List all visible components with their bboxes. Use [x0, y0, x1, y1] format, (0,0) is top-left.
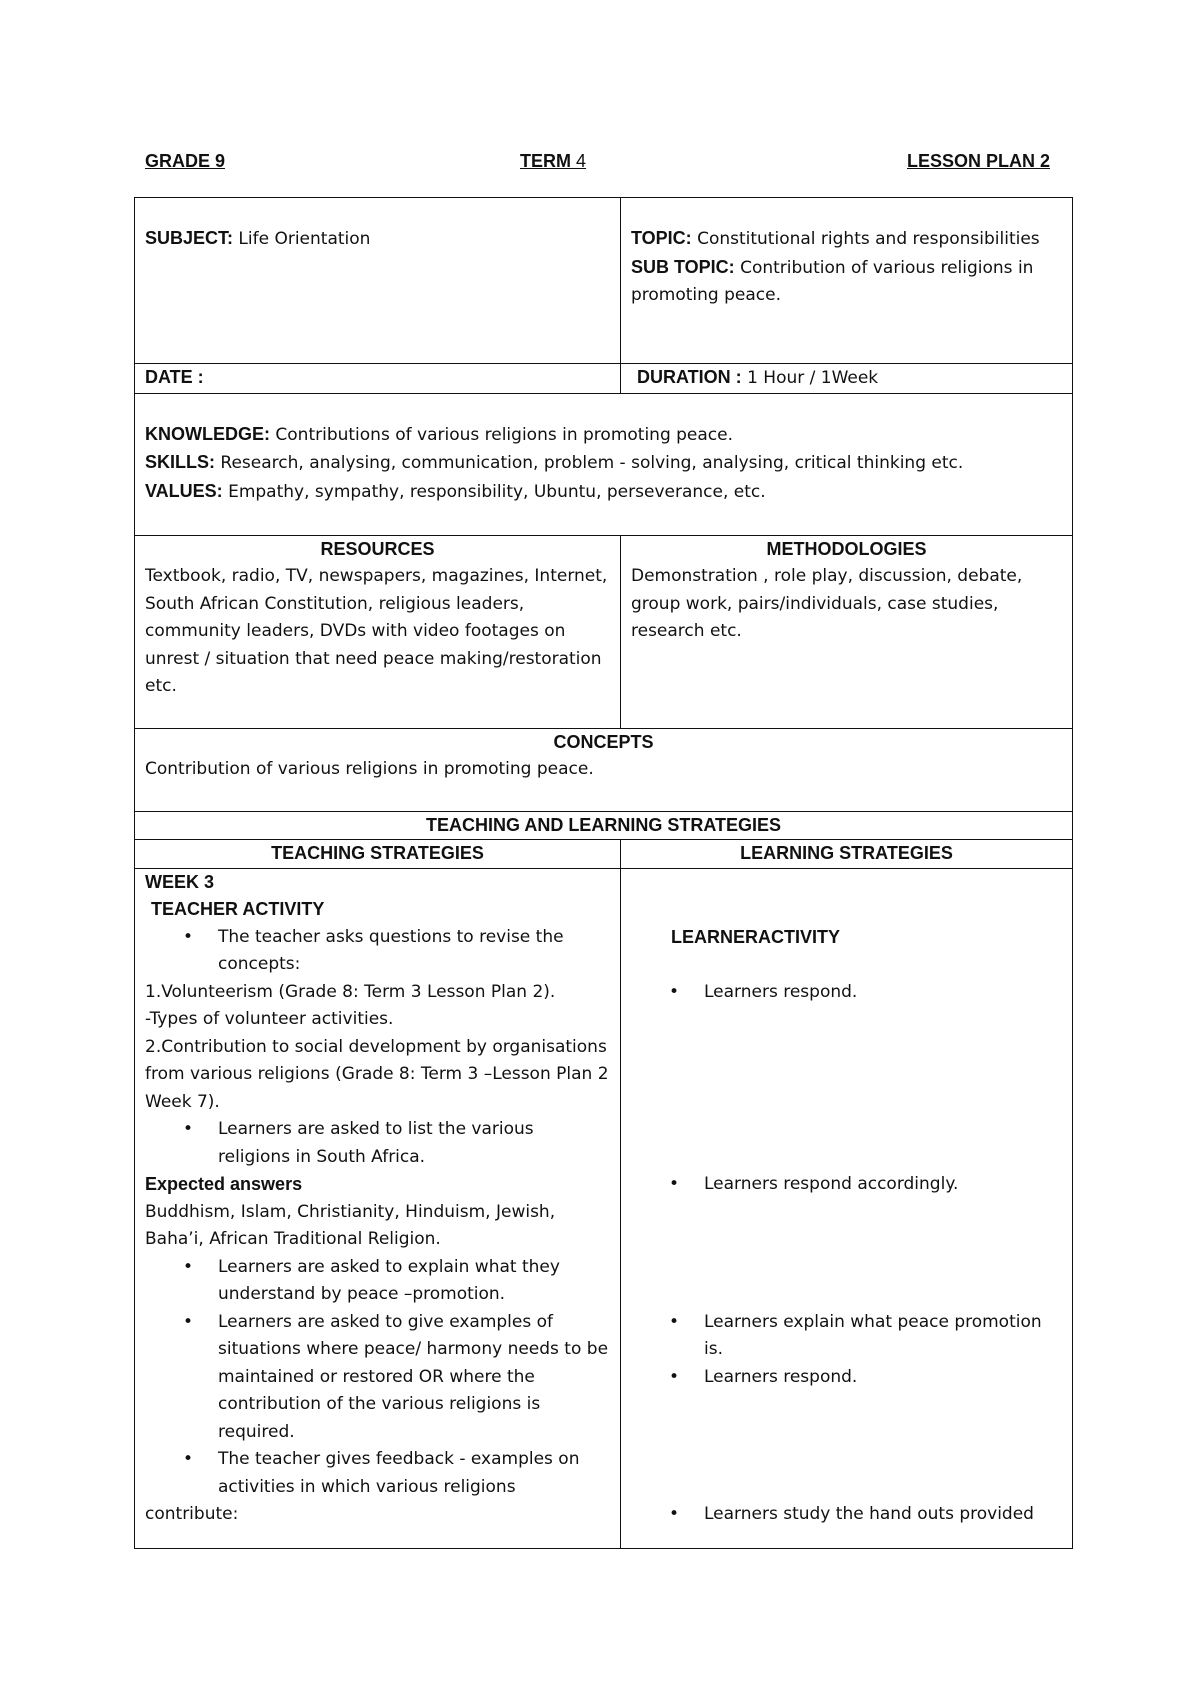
- teacher-bullets-1: [145, 924, 610, 979]
- term-label: [520, 148, 586, 176]
- list-item: • The teacher gives feedback - examples on activities in which various religions: [218, 1446, 610, 1501]
- knowledge-cell: [135, 393, 1073, 535]
- methodologies-heading: METHODOLOGIES: [766, 538, 927, 559]
- learner-bullets-3: [631, 1309, 1062, 1392]
- resources-text: Textbook, radio, TV, newspapers, magazines, Internet, South African Constitution, religious leaders, community leaders, DVDs with video footages on unrest / situation that need peace making/restoration etc.: [145, 566, 608, 696]
- resources-heading: RESOURCES: [320, 538, 435, 559]
- knowledge-label: KNOWLEDGE:: [145, 423, 270, 444]
- lesson-plan-table: [134, 197, 1073, 1549]
- list-item: • Learners respond.: [704, 979, 1062, 1007]
- concepts-row: [135, 728, 1073, 811]
- document-header: [145, 148, 1050, 174]
- strategies-subheading-row: [135, 840, 1073, 869]
- learner-bullets-2: [631, 1171, 1062, 1199]
- teaching-paragraph: 2.Contribution to social development by organisations from various religions (Grade 8: Term 3 –Lesson Plan 2 Week 7).: [145, 1036, 609, 1112]
- duration-label: DURATION :: [637, 367, 742, 387]
- grade-label: GRADE 9: [145, 151, 226, 171]
- topic-value: Constitutional rights and responsibilities: [697, 229, 1040, 249]
- term-number: 4: [576, 151, 587, 171]
- strategies-heading: TEACHING AND LEARNING STRATEGIES: [135, 811, 1073, 840]
- skills-label: SKILLS:: [145, 452, 215, 472]
- sub-topic-label: SUB TOPIC:: [631, 256, 735, 277]
- learning-strategies-cell: [621, 868, 1073, 1548]
- expected-answers-heading: Expected answers: [145, 1174, 303, 1194]
- skills-value: Research, analysing, communication, problem - solving, analysing, critical thinking etc.: [220, 453, 964, 473]
- learner-bullets-4: [631, 1501, 1062, 1529]
- values-label: VALUES:: [145, 480, 223, 501]
- teacher-activity-heading: TEACHER ACTIVITY: [151, 899, 325, 919]
- list-item: • Learners explain what peace promotion is.: [704, 1309, 1062, 1364]
- spacer: [631, 869, 1062, 924]
- subject-label: SUBJECT:: [145, 228, 234, 248]
- list-item: • Learners respond.: [704, 1364, 1062, 1392]
- subject-topic-row: [135, 198, 1073, 364]
- subject-value: Life Orientation: [238, 229, 371, 249]
- duration-cell: [621, 364, 1073, 394]
- spacer: [631, 1006, 1062, 1171]
- teacher-bullets-2: [145, 1116, 610, 1171]
- duration-value: 1 Hour / 1Week: [747, 368, 879, 388]
- teaching-strategies-heading: TEACHING STRATEGIES: [135, 840, 621, 869]
- concepts-heading: CONCEPTS: [553, 731, 654, 752]
- methodologies-text: Demonstration , role play, discussion, debate, group work, pairs/individuals, case studies, research etc.: [631, 566, 1023, 641]
- subject-cell: [135, 198, 621, 364]
- list-item: • Learners are asked to explain what they understand by peace –promotion.: [218, 1254, 610, 1309]
- date-cell: [135, 364, 621, 394]
- list-item: • Learners respond accordingly.: [704, 1171, 1062, 1199]
- knowledge-value: Contributions of various religions in promoting peace.: [275, 424, 734, 445]
- teaching-paragraph: -Types of volunteer activities.: [145, 1009, 394, 1029]
- topic-label: TOPIC:: [631, 228, 692, 248]
- learner-bullets-1: [631, 979, 1062, 1007]
- values-value: Empathy, sympathy, responsibility, Ubuntu, perseverance, etc.: [228, 481, 766, 502]
- learner-activity-heading: LEARNERACTIVITY: [671, 926, 841, 947]
- spacer: [631, 951, 1062, 979]
- knowledge-row: [135, 393, 1073, 535]
- concepts-text: Contribution of various religions in promoting peace.: [145, 759, 594, 779]
- term-word: TERM: [520, 151, 571, 171]
- spacer: [631, 1391, 1062, 1501]
- expected-answers-text: Buddhism, Islam, Christianity, Hinduism, Jewish, Baha’i, African Traditional Religion.: [145, 1201, 556, 1249]
- strategies-heading-row: [135, 811, 1073, 840]
- spacer: [631, 1199, 1062, 1309]
- resources-methodologies-row: [135, 535, 1073, 728]
- topic-cell: [621, 198, 1073, 364]
- teaching-strategies-cell: [135, 868, 621, 1548]
- teaching-paragraph: 1.Volunteerism (Grade 8: Term 3 Lesson Plan 2).: [145, 981, 556, 1002]
- concepts-cell: [135, 728, 1073, 811]
- lesson-plan-label: LESSON PLAN 2: [906, 151, 1050, 171]
- resources-cell: [135, 535, 621, 728]
- list-item: • Learners study the hand outs provided: [704, 1501, 1062, 1529]
- sub-topic-value: Contribution of various religions in promoting peace.: [631, 257, 1034, 305]
- list-item: • Learners are asked to list the various religions in South Africa.: [218, 1116, 610, 1171]
- teaching-paragraph: contribute:: [145, 1504, 239, 1524]
- date-duration-row: [135, 364, 1073, 394]
- methodologies-cell: [621, 535, 1073, 728]
- week-label: WEEK 3: [145, 871, 215, 892]
- strategies-content-row: [135, 868, 1073, 1548]
- list-item: • Learners are asked to give examples of situations where peace/ harmony needs to be maintained or restored OR where the contribution of the various religions is required.: [218, 1309, 610, 1447]
- date-label: DATE :: [145, 367, 204, 387]
- teacher-bullets-3: [145, 1254, 610, 1502]
- list-item: • The teacher asks questions to revise the concepts:: [218, 924, 610, 979]
- learning-strategies-heading: LEARNING STRATEGIES: [621, 840, 1073, 869]
